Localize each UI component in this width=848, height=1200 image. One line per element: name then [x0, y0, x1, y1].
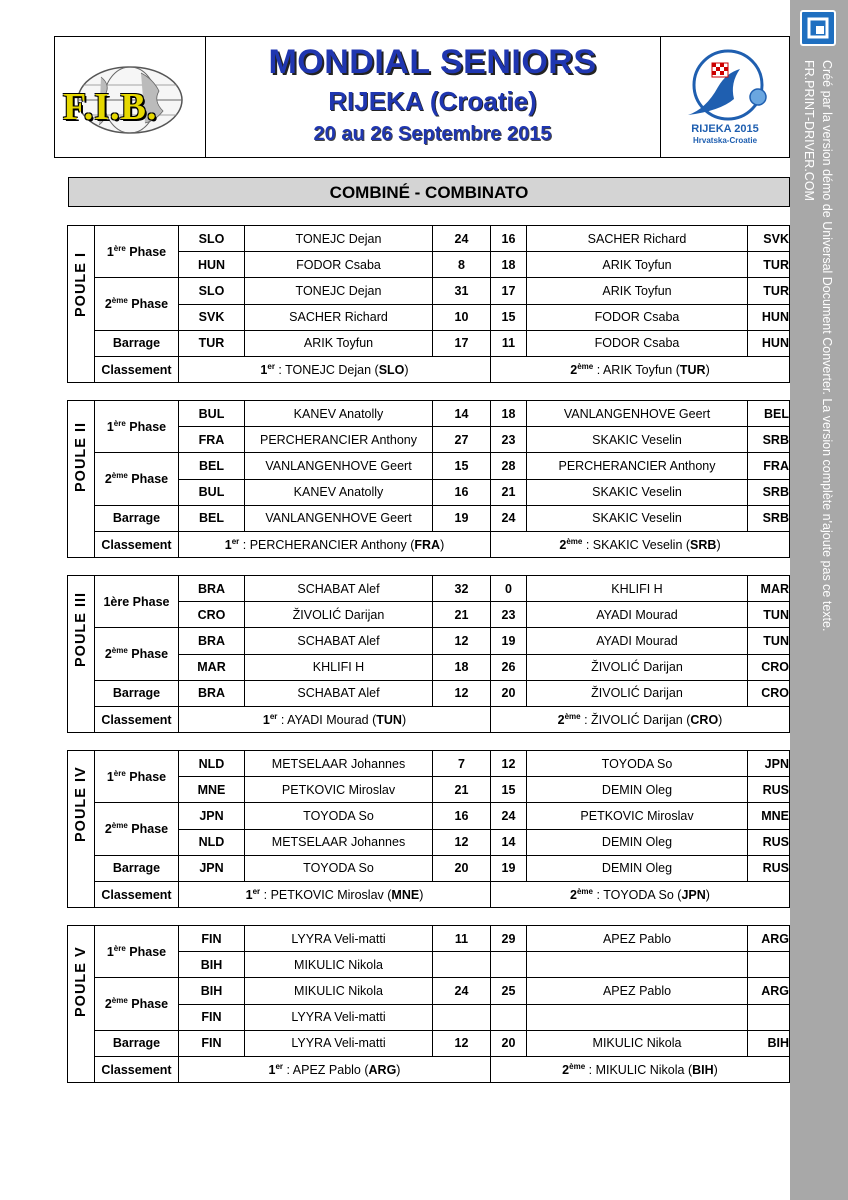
country-code-left: FRA	[179, 427, 245, 453]
first-ordinal: 1	[260, 363, 268, 378]
score-right: 15	[491, 777, 527, 803]
country-code-left: MNE	[179, 777, 245, 803]
player-right	[527, 952, 748, 978]
pool-table	[67, 925, 790, 1083]
score-right: 17	[491, 278, 527, 304]
player-left: METSELAAR Johannes	[245, 751, 433, 777]
match-row	[68, 751, 790, 777]
phase-ordinal: ère	[113, 419, 126, 429]
score-right: 18	[491, 401, 527, 427]
phase-number: 1	[106, 420, 114, 435]
second-name: ŽIVOLIĆ Darijan	[591, 713, 683, 728]
player-left: SACHER Richard	[245, 304, 433, 330]
score-right	[491, 952, 527, 978]
ranking-row	[68, 706, 790, 732]
score-right: 21	[491, 479, 527, 505]
phase-number: 2	[104, 472, 112, 487]
country-code-left: TUR	[179, 330, 245, 356]
player-right: DEMIN Oleg	[527, 829, 748, 855]
country-code-right	[748, 952, 790, 978]
phase-number: 2	[104, 822, 112, 837]
player-left: SCHABAT Alef	[245, 680, 433, 706]
event-dates: 20 au 26 Septembre 2015	[313, 123, 552, 145]
phase-ordinal: ème	[111, 471, 128, 481]
player-right: TOYODA So	[527, 751, 748, 777]
phase-ordinal: ère	[113, 244, 126, 254]
first-ordinal: 1	[245, 888, 253, 903]
score-right: 20	[491, 1030, 527, 1056]
player-right: ARIK Toyfun	[527, 252, 748, 278]
player-right: SACHER Richard	[527, 226, 748, 252]
section-title: COMBINÉ - COMBINATO	[68, 177, 790, 207]
fib-logo-text: F.I.B.	[63, 86, 158, 128]
score-right: 0	[491, 576, 527, 602]
country-code-right: TUR	[748, 252, 790, 278]
player-left: METSELAAR Johannes	[245, 829, 433, 855]
score-right: 23	[491, 427, 527, 453]
match-row	[68, 453, 790, 479]
country-code-left: SLO	[179, 226, 245, 252]
country-code-left: BUL	[179, 479, 245, 505]
player-left: ŽIVOLIĆ Darijan	[245, 602, 433, 628]
player-right: PETKOVIC Miroslav	[527, 803, 748, 829]
phase-label	[95, 803, 179, 855]
country-code-right: RUS	[748, 777, 790, 803]
phase-label	[95, 926, 179, 978]
player-right: FODOR Csaba	[527, 304, 748, 330]
phase-label	[95, 453, 179, 505]
country-code-left: SVK	[179, 304, 245, 330]
phase-word: Phase	[129, 245, 167, 260]
player-right: AYADI Mourad	[527, 602, 748, 628]
player-right: APEZ Pablo	[527, 978, 748, 1004]
country-code-left: JPN	[179, 803, 245, 829]
score-left: 7	[433, 751, 491, 777]
country-code-right: SRB	[748, 505, 790, 531]
score-right: 12	[491, 751, 527, 777]
player-right	[527, 1004, 748, 1030]
ranking-row	[68, 531, 790, 557]
second-name: SKAKIC Veselin	[592, 538, 683, 553]
second-ordinal: 2	[562, 1063, 570, 1078]
phase-word: Phase	[131, 472, 169, 487]
score-left: 12	[433, 628, 491, 654]
phase-number: 1	[106, 770, 114, 785]
second-ordinal: 2	[559, 538, 567, 553]
first-ordinal-sup: er	[231, 536, 240, 546]
player-left: FODOR Csaba	[245, 252, 433, 278]
player-right: VANLANGENHOVE Geert	[527, 401, 748, 427]
score-left: 27	[433, 427, 491, 453]
player-left: LYYRA Veli-matti	[245, 926, 433, 952]
country-code-left: NLD	[179, 829, 245, 855]
ranking-label: Classement	[95, 531, 179, 557]
rijeka-logo-cell	[660, 37, 790, 157]
score-left: 10	[433, 304, 491, 330]
score-right: 24	[491, 803, 527, 829]
title-block	[205, 37, 661, 157]
first-code: MNE	[391, 888, 420, 903]
player-right: PERCHERANCIER Anthony	[527, 453, 748, 479]
pool-name: POULE IV	[73, 766, 89, 843]
country-code-left: BUL	[179, 401, 245, 427]
country-code-right: ARG	[748, 926, 790, 952]
second-place: 2ème : SKAKIC Veselin (SRB)	[491, 531, 790, 557]
second-place: 2ème : TOYODA So (JPN)	[491, 881, 790, 907]
phase-word: Phase	[131, 647, 169, 662]
score-left: 11	[433, 926, 491, 952]
phase-word: Phase	[129, 770, 167, 785]
score-left: 17	[433, 330, 491, 356]
first-code: SLO	[378, 363, 405, 378]
country-code-left: FIN	[179, 926, 245, 952]
score-right: 29	[491, 926, 527, 952]
first-place: 1er : PERCHERANCIER Anthony (FRA)	[179, 531, 491, 557]
first-ordinal: 1	[268, 1063, 276, 1078]
second-ordinal: 2	[570, 363, 578, 378]
country-code-left: BIH	[179, 952, 245, 978]
country-code-left: BEL	[179, 505, 245, 531]
second-code: JPN	[681, 888, 706, 903]
first-name: PERCHERANCIER Anthony	[249, 538, 407, 553]
barrage-label: Barrage	[95, 1030, 179, 1056]
match-row	[68, 680, 790, 706]
phase-number: 1	[106, 245, 114, 260]
score-left: 24	[433, 226, 491, 252]
ranking-row	[68, 881, 790, 907]
first-name: APEZ Pablo	[292, 1063, 361, 1078]
player-left: TOYODA So	[245, 803, 433, 829]
player-left: TONEJC Dejan	[245, 278, 433, 304]
country-code-right: RUS	[748, 855, 790, 881]
first-name: PETKOVIC Miroslav	[270, 888, 384, 903]
phase-ordinal: ème	[111, 296, 128, 306]
pool-name: POULE III	[73, 591, 89, 668]
fib-logo-cell	[55, 37, 206, 157]
player-left: MIKULIC Nikola	[245, 978, 433, 1004]
country-code-left: MAR	[179, 654, 245, 680]
pool-name-cell	[68, 576, 95, 733]
score-right: 26	[491, 654, 527, 680]
first-ordinal: 1	[224, 538, 232, 553]
match-row	[68, 278, 790, 304]
score-left	[433, 952, 491, 978]
pool-name-cell	[68, 401, 95, 558]
country-code-left: FIN	[179, 1030, 245, 1056]
pool-name-cell	[68, 226, 95, 383]
second-name: ARIK Toyfun	[602, 363, 673, 378]
rijeka-logo-subtitle: Hrvatska-Croatie	[692, 136, 758, 145]
player-right: SKAKIC Veselin	[527, 479, 748, 505]
score-left: 12	[433, 680, 491, 706]
barrage-label: Barrage	[95, 505, 179, 531]
first-place: 1er : TONEJC Dejan (SLO)	[179, 356, 491, 382]
phase-word: Phase	[131, 822, 169, 837]
second-name: MIKULIC Nikola	[595, 1063, 685, 1078]
phase-word: Phase	[129, 945, 167, 960]
country-code-left: FIN	[179, 1004, 245, 1030]
match-row	[68, 926, 790, 952]
score-left: 16	[433, 803, 491, 829]
country-code-left: SLO	[179, 278, 245, 304]
country-code-left: HUN	[179, 252, 245, 278]
second-code: TUR	[679, 363, 706, 378]
second-code: SRB	[690, 538, 717, 553]
phase-ordinal: ère	[113, 769, 126, 779]
match-row	[68, 855, 790, 881]
score-right: 16	[491, 226, 527, 252]
player-left: ARIK Toyfun	[245, 330, 433, 356]
match-row	[68, 505, 790, 531]
event-title: MONDIAL SENIORS	[268, 43, 597, 81]
phase-text: 1ère Phase	[103, 594, 170, 609]
phase-number: 2	[104, 647, 112, 662]
second-name: TOYODA So	[603, 888, 674, 903]
country-code-right: HUN	[748, 304, 790, 330]
watermark-line1: Créé par la version démo de Universal Document Converter. La version complète n'ajoute pas ce texte.	[820, 60, 834, 632]
country-code-right: TUR	[748, 278, 790, 304]
pool-table	[67, 400, 790, 558]
country-code-right: JPN	[748, 751, 790, 777]
ranking-label: Classement	[95, 881, 179, 907]
second-ordinal-sup: ème	[576, 886, 593, 896]
player-left: SCHABAT Alef	[245, 576, 433, 602]
match-row	[68, 978, 790, 1004]
phase-ordinal: ème	[111, 996, 128, 1006]
ranking-label: Classement	[95, 706, 179, 732]
phase-label	[95, 278, 179, 330]
score-left: 18	[433, 654, 491, 680]
first-code: TUN	[376, 713, 402, 728]
player-right: ŽIVOLIĆ Darijan	[527, 654, 748, 680]
watermark-text	[798, 60, 838, 760]
player-left: TONEJC Dejan	[245, 226, 433, 252]
country-code-right: TUN	[748, 602, 790, 628]
match-row	[68, 1030, 790, 1056]
barrage-label: Barrage	[95, 330, 179, 356]
first-place: 1er : AYADI Mourad (TUN)	[179, 706, 491, 732]
pool-name-cell	[68, 751, 95, 908]
player-left: TOYODA So	[245, 855, 433, 881]
country-code-right: MNE	[748, 803, 790, 829]
barrage-label: Barrage	[95, 855, 179, 881]
score-right: 19	[491, 628, 527, 654]
match-row	[68, 401, 790, 427]
score-right: 25	[491, 978, 527, 1004]
score-left: 12	[433, 1030, 491, 1056]
country-code-left: JPN	[179, 855, 245, 881]
phase-ordinal: ère	[113, 944, 126, 954]
first-place: 1er : PETKOVIC Miroslav (MNE)	[179, 881, 491, 907]
pool-table	[67, 575, 790, 733]
converter-logo-icon	[800, 10, 836, 46]
document-header	[54, 36, 790, 158]
player-right: ARIK Toyfun	[527, 278, 748, 304]
score-left: 21	[433, 602, 491, 628]
first-ordinal-sup: er	[252, 886, 261, 896]
player-left: KHLIFI H	[245, 654, 433, 680]
country-code-right: CRO	[748, 680, 790, 706]
country-code-right: BEL	[748, 401, 790, 427]
second-ordinal: 2	[557, 713, 565, 728]
player-left: LYYRA Veli-matti	[245, 1004, 433, 1030]
match-row	[68, 628, 790, 654]
score-left: 32	[433, 576, 491, 602]
player-right: DEMIN Oleg	[527, 777, 748, 803]
phase-label	[95, 751, 179, 803]
pool-name-cell	[68, 926, 95, 1083]
country-code-left: BEL	[179, 453, 245, 479]
score-right: 18	[491, 252, 527, 278]
country-code-right: TUN	[748, 628, 790, 654]
first-code: FRA	[414, 538, 441, 553]
player-right: SKAKIC Veselin	[527, 505, 748, 531]
score-right: 14	[491, 829, 527, 855]
score-left: 20	[433, 855, 491, 881]
country-code-right: RUS	[748, 829, 790, 855]
match-row	[68, 330, 790, 356]
country-code-left: NLD	[179, 751, 245, 777]
score-left: 24	[433, 978, 491, 1004]
first-name: AYADI Mourad	[287, 713, 369, 728]
second-place: 2ème : ŽIVOLIĆ Darijan (CRO)	[491, 706, 790, 732]
score-left: 15	[433, 453, 491, 479]
country-code-right: HUN	[748, 330, 790, 356]
country-code-left: BRA	[179, 576, 245, 602]
phase-label	[95, 226, 179, 278]
watermark-line2: FR.PRINT-DRIVER.COM	[802, 60, 816, 201]
score-left: 31	[433, 278, 491, 304]
first-ordinal: 1	[262, 713, 270, 728]
second-code: CRO	[690, 713, 719, 728]
phase-label	[95, 978, 179, 1030]
first-name: TONEJC Dejan	[285, 363, 372, 378]
score-left: 14	[433, 401, 491, 427]
country-code-right: SRB	[748, 427, 790, 453]
pool-table	[67, 750, 790, 908]
match-row	[68, 803, 790, 829]
phase-ordinal: ème	[111, 646, 128, 656]
first-code: ARG	[368, 1063, 397, 1078]
barrage-label: Barrage	[95, 680, 179, 706]
first-place: 1er : APEZ Pablo (ARG)	[179, 1056, 491, 1082]
player-right: SKAKIC Veselin	[527, 427, 748, 453]
player-left: VANLANGENHOVE Geert	[245, 505, 433, 531]
country-code-left: BIH	[179, 978, 245, 1004]
country-code-right: ARG	[748, 978, 790, 1004]
score-right: 28	[491, 453, 527, 479]
second-ordinal-sup: ème	[564, 711, 581, 721]
player-left: MIKULIC Nikola	[245, 952, 433, 978]
score-left: 19	[433, 505, 491, 531]
score-right: 15	[491, 304, 527, 330]
player-right: KHLIFI H	[527, 576, 748, 602]
country-code-right: BIH	[748, 1030, 790, 1056]
country-code-right: MAR	[748, 576, 790, 602]
phase-number: 2	[104, 997, 112, 1012]
score-left	[433, 1004, 491, 1030]
player-left: KANEV Anatolly	[245, 479, 433, 505]
score-left: 8	[433, 252, 491, 278]
player-left: PETKOVIC Miroslav	[245, 777, 433, 803]
score-right: 19	[491, 855, 527, 881]
player-right: ŽIVOLIĆ Darijan	[527, 680, 748, 706]
phase-label	[95, 576, 179, 628]
second-place: 2ème : ARIK Toyfun (TUR)	[491, 356, 790, 382]
phase-word: Phase	[131, 997, 169, 1012]
first-ordinal-sup: er	[275, 1061, 284, 1071]
player-left: PERCHERANCIER Anthony	[245, 427, 433, 453]
country-code-left: BRA	[179, 680, 245, 706]
player-left: VANLANGENHOVE Geert	[245, 453, 433, 479]
pool-name: POULE II	[73, 422, 89, 493]
score-right: 23	[491, 602, 527, 628]
match-row	[68, 576, 790, 602]
country-code-left: CRO	[179, 602, 245, 628]
phase-label	[95, 628, 179, 680]
score-left: 12	[433, 829, 491, 855]
ranking-row	[68, 356, 790, 382]
score-right: 24	[491, 505, 527, 531]
score-right: 20	[491, 680, 527, 706]
phase-label	[95, 401, 179, 453]
second-place: 2ème : MIKULIC Nikola (BIH)	[491, 1056, 790, 1082]
ranking-label: Classement	[95, 1056, 179, 1082]
pool-table	[67, 225, 790, 383]
player-right: AYADI Mourad	[527, 628, 748, 654]
second-code: BIH	[692, 1063, 714, 1078]
score-left: 21	[433, 777, 491, 803]
phase-word: Phase	[131, 297, 169, 312]
second-ordinal-sup: ème	[569, 1061, 586, 1071]
country-code-right: SRB	[748, 479, 790, 505]
second-ordinal: 2	[570, 888, 577, 903]
player-right: DEMIN Oleg	[527, 855, 748, 881]
pool-name: POULE I	[73, 252, 89, 318]
phase-number: 1	[106, 945, 114, 960]
player-left: SCHABAT Alef	[245, 628, 433, 654]
player-right: MIKULIC Nikola	[527, 1030, 748, 1056]
country-code-right: CRO	[748, 654, 790, 680]
pool-name: POULE V	[73, 946, 89, 1018]
ranking-label: Classement	[95, 356, 179, 382]
rijeka-logo-title: RIJEKA 2015	[691, 123, 759, 135]
country-code-left: BRA	[179, 628, 245, 654]
player-left: LYYRA Veli-matti	[245, 1030, 433, 1056]
match-row	[68, 226, 790, 252]
first-ordinal-sup: er	[267, 361, 275, 371]
score-right	[491, 1004, 527, 1030]
ranking-row	[68, 1056, 790, 1082]
first-ordinal-sup: er	[269, 711, 278, 721]
player-right: APEZ Pablo	[527, 926, 748, 952]
second-ordinal-sup: ème	[577, 361, 594, 371]
country-code-right: FRA	[748, 453, 790, 479]
country-code-right: SVK	[748, 226, 790, 252]
phase-word: Phase	[129, 420, 167, 435]
country-code-right	[748, 1004, 790, 1030]
player-right: FODOR Csaba	[527, 330, 748, 356]
second-ordinal-sup: ème	[566, 536, 583, 546]
phase-ordinal: ème	[111, 821, 128, 831]
player-left: KANEV Anatolly	[245, 401, 433, 427]
score-right: 11	[491, 330, 527, 356]
score-left: 16	[433, 479, 491, 505]
event-location: RIJEKA (Croatie)	[328, 86, 537, 116]
phase-number: 2	[104, 297, 112, 312]
